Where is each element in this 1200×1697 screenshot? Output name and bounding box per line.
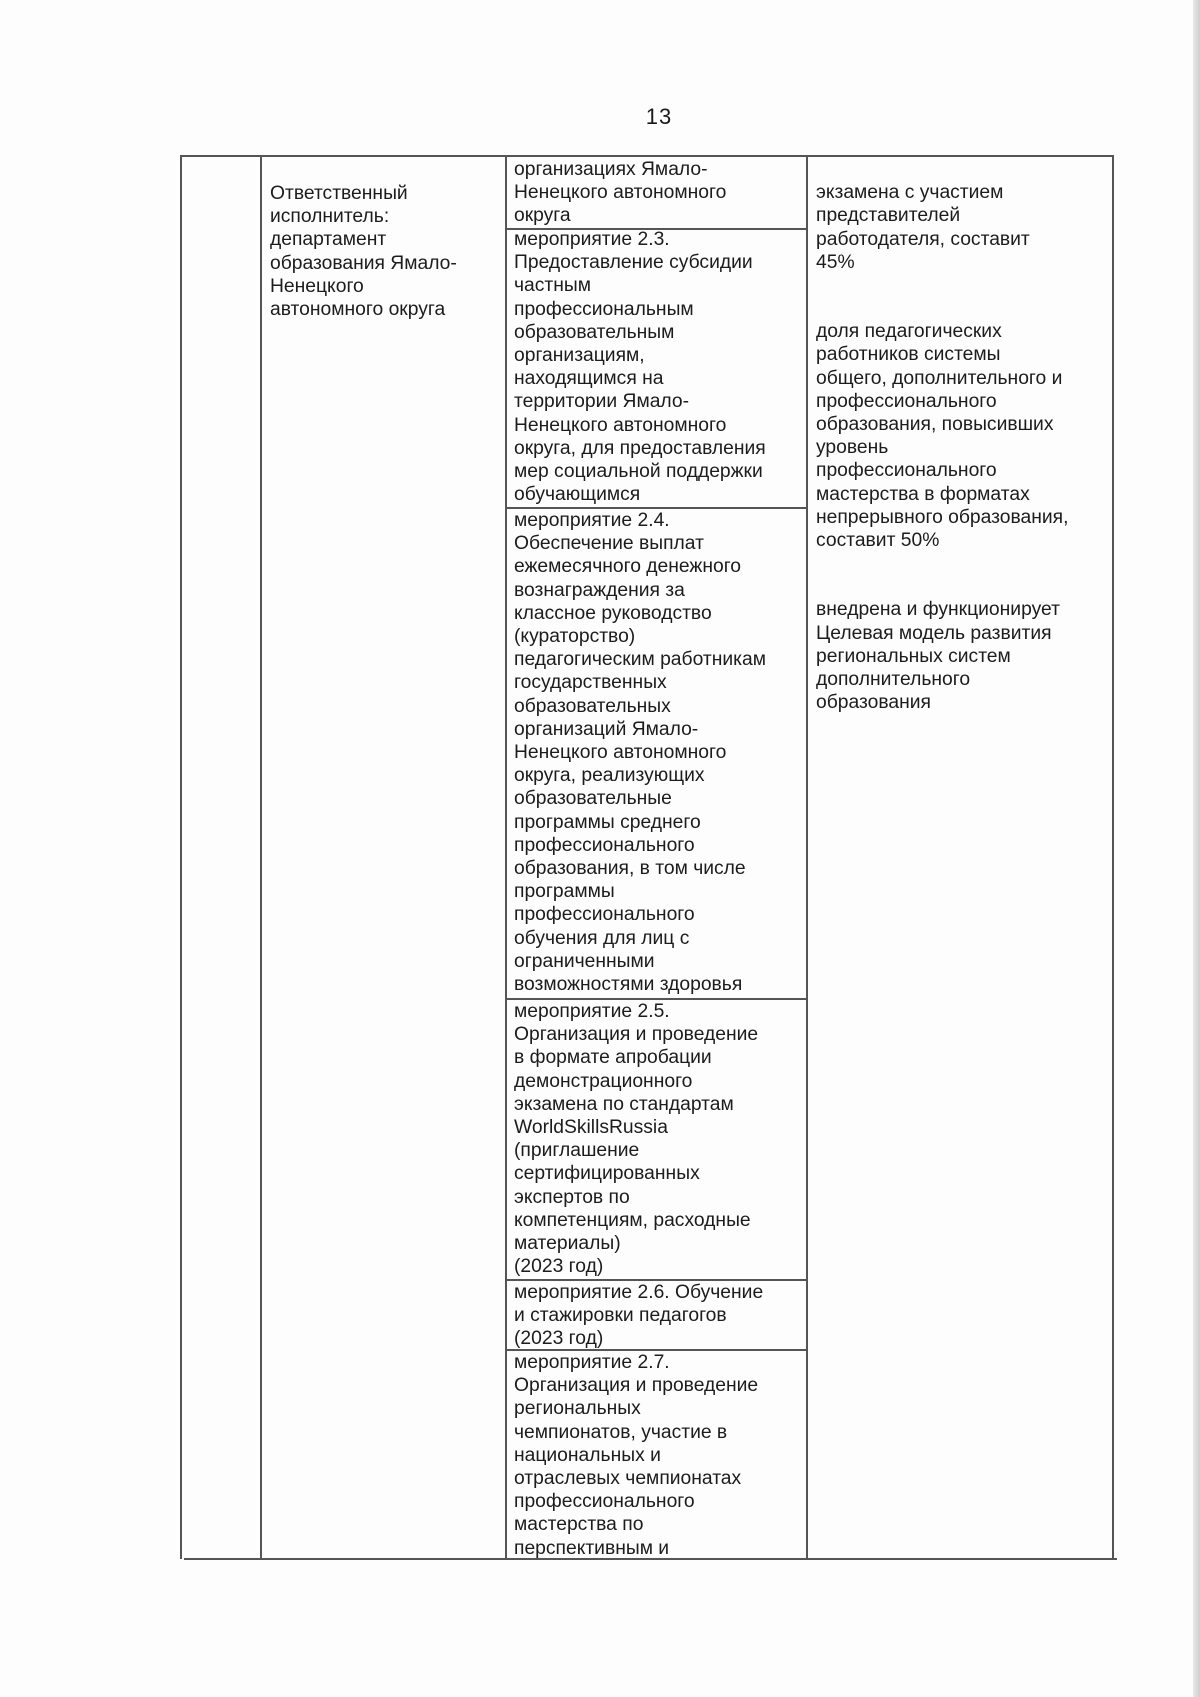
activity-cell: мероприятие 2.4. Обеспечение выплат ежемесячного денежного вознаграждения за классное руководство (кураторство) педагогическим работникам государственных образовательных организаций Ямало- Ненецкого автономного округа, реализующих образовательные программы среднего профессионального образования, в том числе программы профессионального обучения для лиц с ограниченными возможностями здоровья	[514, 510, 766, 996]
table-right-border	[1112, 155, 1114, 1559]
page-number: 13	[645, 104, 673, 129]
activity-cell: мероприятие 2.7. Организация и проведение региональных чемпионатов, участие в национальных и отраслевых чемпионатах профессионального мастерства по перспективным и	[514, 1352, 759, 1559]
page-edge	[1193, 0, 1200, 1697]
activity-cell: организациях Ямало- Ненецкого автономного округа	[514, 159, 727, 227]
col-divider-1	[260, 155, 262, 1559]
table-left-border	[180, 155, 182, 1559]
result-item: доля педагогических работников системы общего, дополнительного и профессионального образования, повысивших уровень профессионального мастерства в форматах непрерывного образования, составит 50%	[816, 321, 1069, 552]
result-item: внедрена и функционирует Целевая модель развития региональных систем дополнительного образования	[816, 599, 1060, 714]
activity-cell: мероприятие 2.3. Предоставление субсидии частным профессиональным образовательным организациям, находящимся на территории Ямало- Ненецкого автономного округа, для предоставления мер социальной поддержки обучающимся	[514, 229, 766, 506]
table-top-border	[180, 155, 1113, 157]
result-item: экзамена с участием представителей работодателя, составит 45%	[816, 182, 1030, 273]
results-cell	[816, 158, 1102, 738]
activity-cell: мероприятие 2.5. Организация и проведение в формате апробации демонстрационного экзамена по стандартам WorldSkillsRussia (приглашение сертифицированных экспертов по компетенциям, расходные материалы) (2023 год)	[514, 1001, 759, 1278]
responsible-executor: Ответственный исполнитель: департамент образования Ямало- Ненецкого автономного округа	[270, 183, 457, 321]
activity-cell: мероприятие 2.6. Обучение и стажировки педагогов (2023 год)	[514, 1282, 764, 1350]
